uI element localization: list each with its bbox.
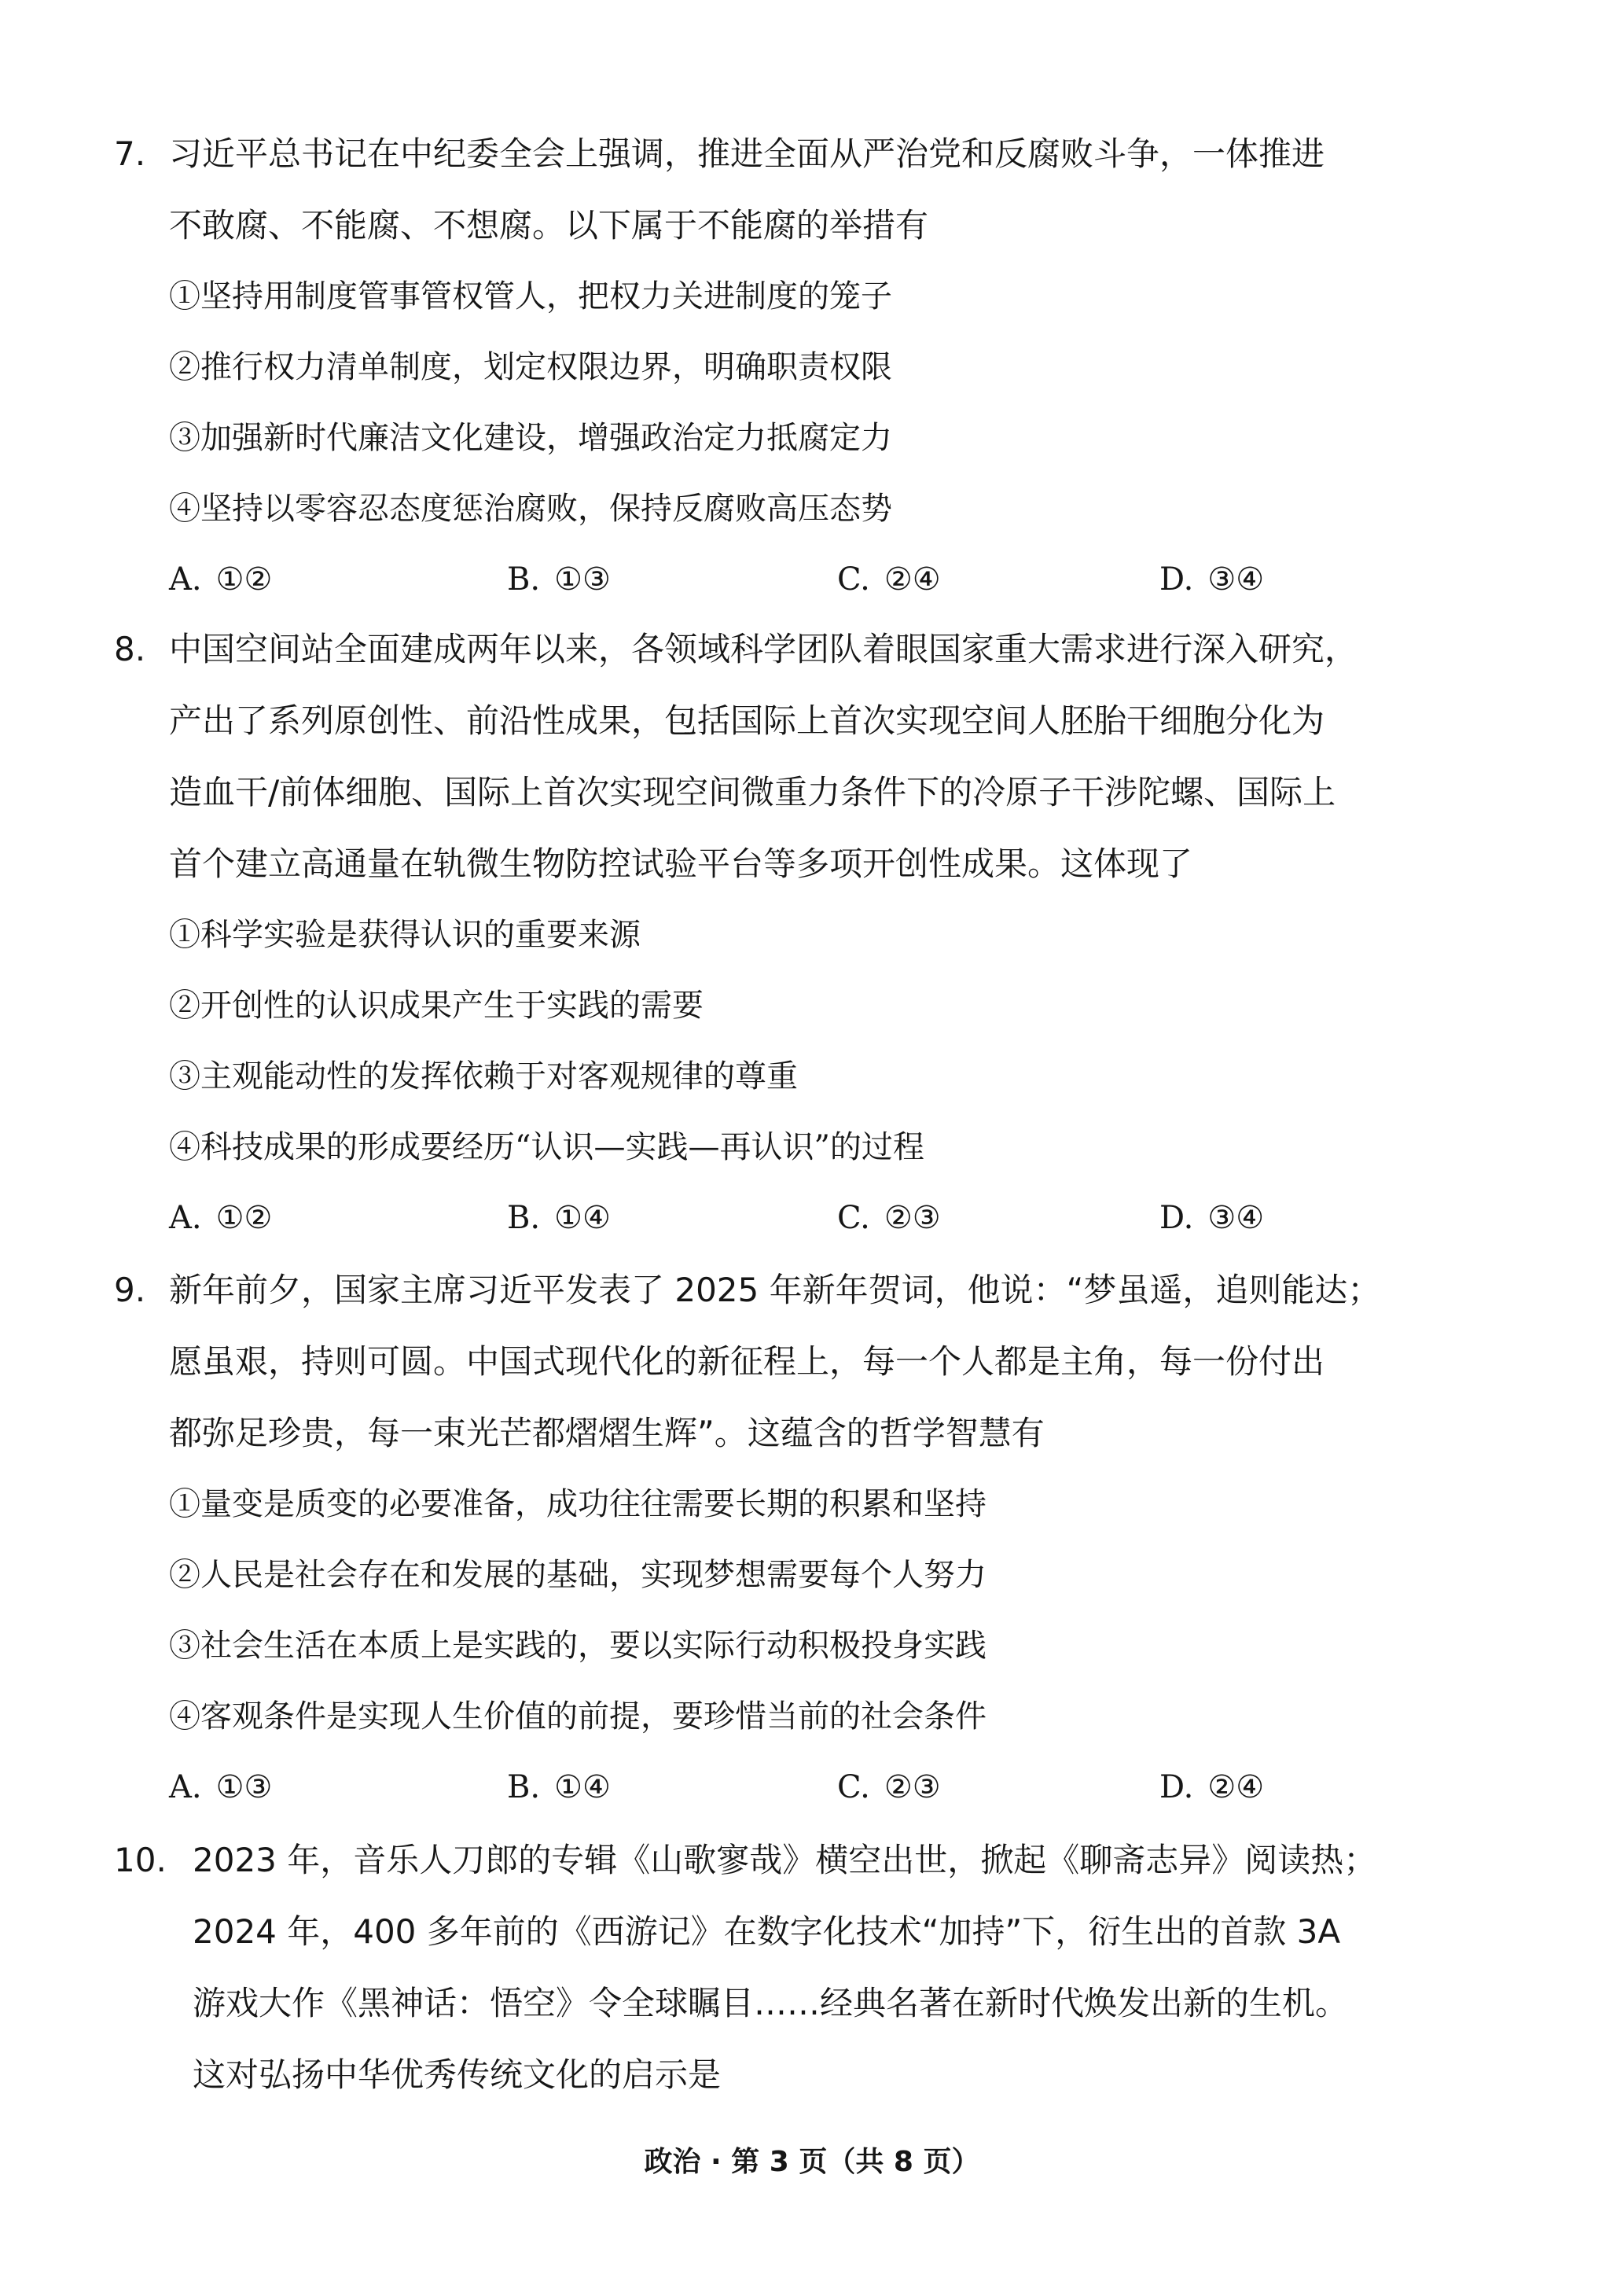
answer-choices bbox=[169, 1183, 1466, 1253]
answer-choice-a bbox=[169, 1752, 272, 1823]
choice-letter: A. bbox=[169, 1200, 202, 1236]
question-stem-line: 产出了系列原创性、前沿性成果，包括国际上首次实现空间人胚胎干细胞分化为 bbox=[169, 701, 1325, 740]
question-stem-line: 游戏大作《黑神话：悟空》令全球瞩目……经典名著在新时代焕发出新的生机。 bbox=[193, 1984, 1349, 2022]
statement-option: ②推行权力清单制度，划定权限边界，明确职责权限 bbox=[169, 349, 892, 385]
answer-choice-b bbox=[507, 544, 611, 615]
question-9 bbox=[114, 1254, 1466, 1823]
question-stem-line: 这对弘扬中华优秀传统文化的启示是 bbox=[193, 2055, 722, 2094]
choice-letter: B. bbox=[507, 561, 541, 598]
answer-choice-c bbox=[837, 544, 941, 615]
choice-value: ①④ bbox=[554, 1200, 611, 1236]
question-10 bbox=[114, 1824, 1466, 2110]
question-8 bbox=[114, 613, 1466, 1253]
choice-letter: D. bbox=[1159, 1200, 1194, 1236]
question-stem-line: 中国空间站全面建成两年以来，各领域科学团队着眼国家重大需求进行深入研究， bbox=[169, 630, 1358, 668]
choice-value: ②③ bbox=[884, 1200, 941, 1236]
question-stem-line: 习近平总书记在中纪委全会上强调，推进全面从严治党和反腐败斗争，一体推进 bbox=[169, 134, 1325, 173]
answer-choices bbox=[169, 544, 1466, 615]
choice-letter: A. bbox=[169, 561, 202, 598]
choice-value: ③④ bbox=[1207, 1200, 1265, 1236]
question-number: 8. bbox=[114, 630, 146, 668]
answer-choice-d bbox=[1159, 1752, 1264, 1823]
statement-option: ③社会生活在本质上是实践的，要以实际行动积极投身实践 bbox=[169, 1628, 987, 1664]
choice-letter: C. bbox=[837, 1769, 870, 1805]
choice-value: ②④ bbox=[1207, 1769, 1265, 1805]
choice-value: ①④ bbox=[554, 1769, 611, 1805]
answer-choice-c bbox=[837, 1752, 941, 1823]
question-stem-line: 愿虽艰，持则可圆。中国式现代化的新征程上，每一个人都是主角，每一份付出 bbox=[169, 1342, 1325, 1381]
choice-value: ③④ bbox=[1207, 561, 1265, 598]
choice-value: ①② bbox=[215, 561, 273, 598]
answer-choice-c bbox=[837, 1183, 941, 1253]
choice-letter: C. bbox=[837, 561, 870, 598]
choice-value: ②④ bbox=[884, 561, 941, 598]
choice-letter: D. bbox=[1159, 1769, 1194, 1805]
statement-option: ④科技成果的形成要经历“认识—实践—再认识”的过程 bbox=[169, 1129, 924, 1165]
question-stem-line: 造血干/前体细胞、国际上首次实现空间微重力条件下的冷原子干涉陀螺、国际上 bbox=[169, 773, 1336, 811]
choice-letter: C. bbox=[837, 1200, 870, 1236]
question-number: 10. bbox=[114, 1841, 167, 1879]
answer-choice-b bbox=[507, 1752, 611, 1823]
answer-choice-b bbox=[507, 1183, 611, 1253]
answer-choices bbox=[169, 1752, 1466, 1823]
answer-choice-d bbox=[1159, 1183, 1264, 1253]
statement-option: ①量变是质变的必要准备，成功往往需要长期的积累和坚持 bbox=[169, 1486, 987, 1522]
statement-option: ③主观能动性的发挥依赖于对客观规律的尊重 bbox=[169, 1058, 798, 1095]
choice-value: ①③ bbox=[215, 1769, 273, 1805]
statement-option: ③加强新时代廉洁文化建设，增强政治定力抵腐定力 bbox=[169, 420, 892, 456]
question-stem-line: 2024 年，400 多年前的《西游记》在数字化技术“加持”下，衍生出的首款 3A bbox=[193, 1912, 1341, 1951]
choice-letter: A. bbox=[169, 1769, 202, 1805]
statement-option: ①科学实验是获得认识的重要来源 bbox=[169, 917, 641, 953]
question-stem-line: 首个建立高通量在轨微生物防控试验平台等多项开创性成果。这体现了 bbox=[169, 844, 1193, 883]
question-stem-line: 不敢腐、不能腐、不想腐。以下属于不能腐的举措有 bbox=[169, 206, 929, 245]
statement-option: ②开创性的认识成果产生于实践的需要 bbox=[169, 988, 704, 1024]
answer-choice-a bbox=[169, 544, 272, 615]
statement-option: ④客观条件是实现人生价值的前提，要珍惜当前的社会条件 bbox=[169, 1698, 987, 1735]
statement-option: ④坚持以零容忍态度惩治腐败，保持反腐败高压态势 bbox=[169, 491, 892, 527]
statement-option: ②人民是社会存在和发展的基础，实现梦想需要每个人努力 bbox=[169, 1557, 987, 1593]
question-number: 9. bbox=[114, 1271, 146, 1309]
choice-value: ①② bbox=[215, 1200, 273, 1236]
page-footer: 政治 · 第 3 页（共 8 页） bbox=[644, 2146, 980, 2178]
choice-value: ①③ bbox=[554, 561, 611, 598]
statement-option: ①坚持用制度管事管权管人，把权力关进制度的笼子 bbox=[169, 278, 892, 315]
choice-letter: D. bbox=[1159, 561, 1194, 598]
question-stem-line: 都弥足珍贵，每一束光芒都熠熠生辉”。这蕴含的哲学智慧有 bbox=[169, 1414, 1045, 1452]
answer-choice-a bbox=[169, 1183, 272, 1253]
question-number: 7. bbox=[114, 134, 146, 173]
choice-letter: B. bbox=[507, 1200, 541, 1236]
question-stem-line: 2023 年，音乐人刀郎的专辑《山歌寥哉》横空出世，掀起《聊斋志异》阅读热； bbox=[193, 1841, 1377, 1879]
answer-choice-d bbox=[1159, 544, 1264, 615]
question-stem-line: 新年前夕，国家主席习近平发表了 2025 年新年贺词，他说：“梦虽遥，追则能达； bbox=[169, 1271, 1381, 1309]
choice-value: ②③ bbox=[884, 1769, 941, 1805]
question-7 bbox=[114, 118, 1466, 615]
choice-letter: B. bbox=[507, 1769, 541, 1805]
